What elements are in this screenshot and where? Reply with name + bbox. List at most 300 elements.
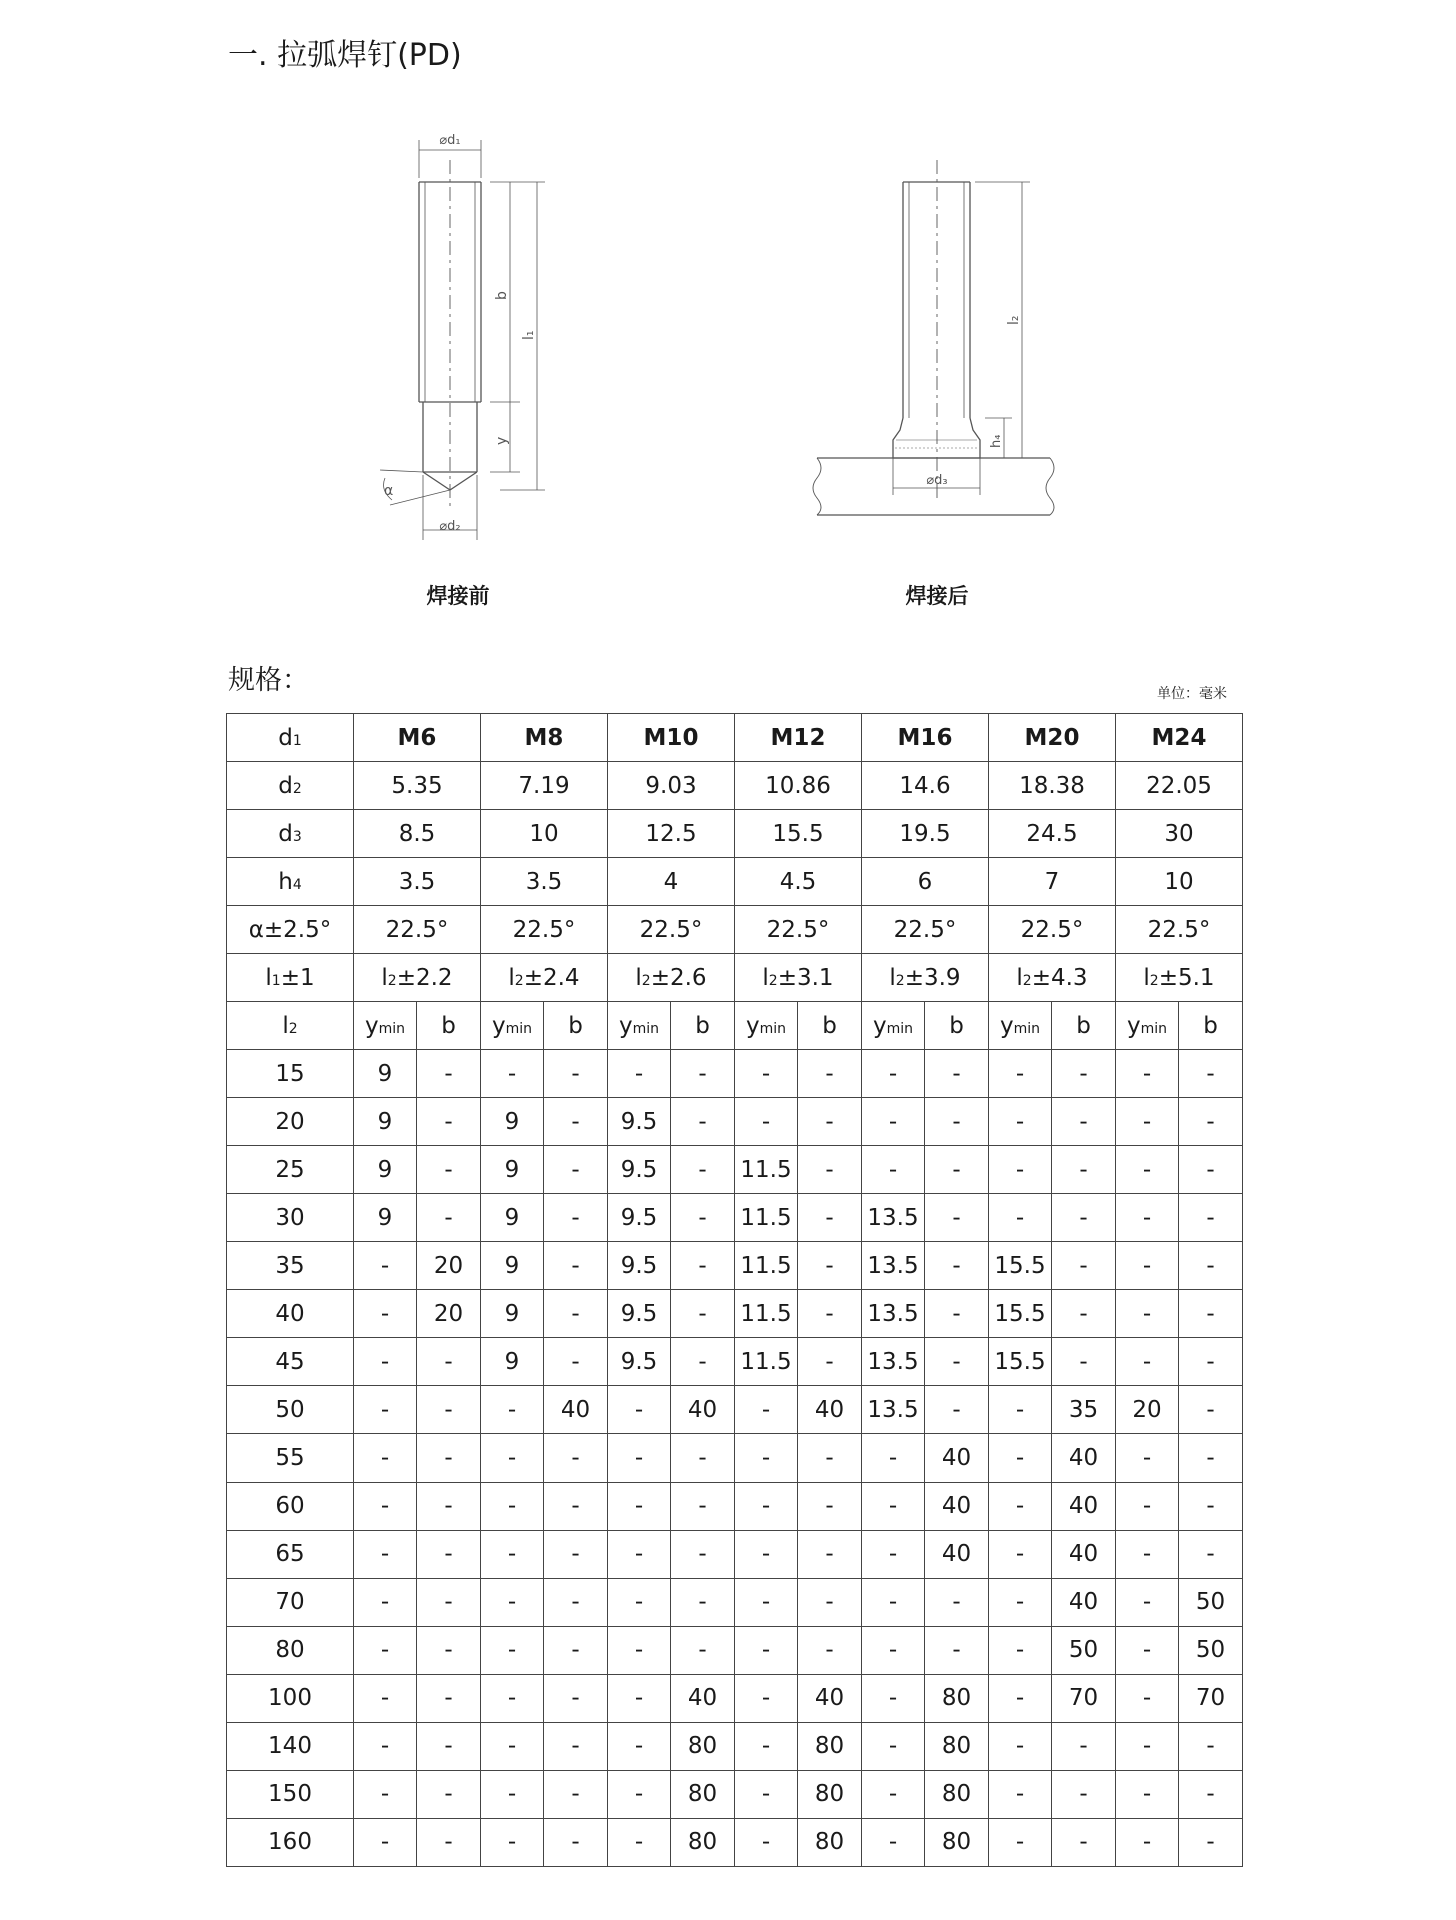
l2-value: 65 <box>227 1530 354 1578</box>
table-cell: 10 <box>1116 858 1243 906</box>
table-cell: - <box>354 1242 417 1290</box>
l2-value: 60 <box>227 1482 354 1530</box>
subscript: 2 <box>1149 972 1159 989</box>
table-cell: - <box>417 1770 481 1818</box>
table-cell: - <box>798 1530 862 1578</box>
size-header: M16 <box>862 714 989 762</box>
table-cell: 19.5 <box>862 810 989 858</box>
table-cell: 5.35 <box>354 762 481 810</box>
ymin-header: ymin <box>862 1002 925 1050</box>
table-cell: 40 <box>925 1530 989 1578</box>
row-l2-header <box>227 1002 1243 1050</box>
table-cell: - <box>735 1530 798 1578</box>
table-cell: - <box>1052 1050 1116 1098</box>
table-cell: - <box>925 1338 989 1386</box>
table-cell: - <box>862 1722 925 1770</box>
table-cell: - <box>671 1626 735 1674</box>
size-header: M8 <box>481 714 608 762</box>
table-cell: - <box>544 1434 608 1482</box>
table-cell: - <box>989 1194 1052 1242</box>
size-header: M6 <box>354 714 481 762</box>
table-cell: 9 <box>354 1194 417 1242</box>
table-cell: - <box>608 1770 671 1818</box>
table-cell: - <box>608 1674 671 1722</box>
table-cell: - <box>862 1530 925 1578</box>
table-cell: - <box>1116 1482 1179 1530</box>
table-cell: - <box>1116 1578 1179 1626</box>
table-cell: - <box>1052 1098 1116 1146</box>
table-cell: 80 <box>798 1818 862 1866</box>
table-cell: 15.5 <box>989 1242 1052 1290</box>
table-cell: - <box>354 1674 417 1722</box>
table-cell: - <box>1116 1434 1179 1482</box>
table-cell: - <box>925 1242 989 1290</box>
ymin-header: ymin <box>481 1002 544 1050</box>
l2-value: 40 <box>227 1290 354 1338</box>
table-cell: 9.5 <box>608 1098 671 1146</box>
unit-label: 单位：毫米 <box>1157 686 1227 702</box>
table-cell: 40 <box>1052 1578 1116 1626</box>
l2-value: 150 <box>227 1770 354 1818</box>
table-cell: - <box>1052 1770 1116 1818</box>
table-cell: - <box>417 1674 481 1722</box>
l2-value: 15 <box>227 1050 354 1098</box>
table-cell: 9.5 <box>608 1146 671 1194</box>
table-cell: 40 <box>798 1674 862 1722</box>
table-cell: - <box>1179 1770 1243 1818</box>
table-cell: - <box>544 1194 608 1242</box>
table-cell: - <box>354 1578 417 1626</box>
table-cell: - <box>989 1770 1052 1818</box>
table-cell: - <box>925 1626 989 1674</box>
b-header: b <box>544 1002 608 1050</box>
ymin-header: ymin <box>989 1002 1052 1050</box>
table-cell: - <box>417 1338 481 1386</box>
table-cell: 11.5 <box>735 1290 798 1338</box>
table-cell: 11.5 <box>735 1194 798 1242</box>
table-row <box>227 1482 1243 1530</box>
table-cell: - <box>544 1770 608 1818</box>
row-label: d1 <box>227 714 354 762</box>
table-cell: - <box>354 1482 417 1530</box>
table-cell: 11.5 <box>735 1242 798 1290</box>
label-d2: ⌀d₂ <box>439 519 461 534</box>
table-cell: - <box>925 1146 989 1194</box>
table-cell: 9 <box>481 1194 544 1242</box>
l2-value: 35 <box>227 1242 354 1290</box>
spec-label: 规格： <box>228 665 309 696</box>
table-cell: - <box>671 1338 735 1386</box>
table-cell: - <box>544 1722 608 1770</box>
table-cell: - <box>735 1050 798 1098</box>
table-cell: - <box>608 1482 671 1530</box>
table-cell: - <box>1116 1050 1179 1098</box>
table-cell: l2±2.4 <box>481 954 608 1002</box>
table-cell: - <box>1052 1290 1116 1338</box>
label-alpha: α <box>384 483 394 499</box>
row-alpha <box>227 906 1243 954</box>
table-cell: - <box>925 1194 989 1242</box>
table-cell: - <box>1179 1146 1243 1194</box>
table-row <box>227 1626 1243 1674</box>
table-cell: - <box>735 1482 798 1530</box>
size-header: M24 <box>1116 714 1243 762</box>
table-cell: - <box>608 1050 671 1098</box>
subscript: 2 <box>895 972 905 989</box>
table-row <box>227 1242 1243 1290</box>
label-d3: ⌀d₃ <box>926 473 948 488</box>
table-cell: 9 <box>481 1146 544 1194</box>
l2-value: 70 <box>227 1578 354 1626</box>
table-cell: 13.5 <box>862 1386 925 1434</box>
table-row <box>227 1722 1243 1770</box>
table-cell: - <box>608 1722 671 1770</box>
table-cell: 22.5° <box>354 906 481 954</box>
label-l2: l₂ <box>1006 315 1022 325</box>
table-cell: 40 <box>544 1386 608 1434</box>
table-cell: 14.6 <box>862 762 989 810</box>
subscript: min <box>1140 1020 1168 1037</box>
table-cell: - <box>544 1674 608 1722</box>
spec-table <box>226 713 1243 1867</box>
table-cell: - <box>735 1770 798 1818</box>
table-cell: - <box>1052 1722 1116 1770</box>
table-row <box>227 1338 1243 1386</box>
table-cell: 7.19 <box>481 762 608 810</box>
table-cell: - <box>989 1050 1052 1098</box>
table-cell: - <box>671 1098 735 1146</box>
b-header: b <box>1052 1002 1116 1050</box>
table-cell: - <box>989 1098 1052 1146</box>
table-cell: - <box>671 1050 735 1098</box>
table-cell: - <box>544 1050 608 1098</box>
table-cell: - <box>544 1338 608 1386</box>
table-cell: 22.5° <box>481 906 608 954</box>
table-cell: - <box>354 1386 417 1434</box>
table-cell: - <box>862 1050 925 1098</box>
table-cell: - <box>544 1578 608 1626</box>
table-cell: - <box>1116 1338 1179 1386</box>
table-cell: - <box>1116 1290 1179 1338</box>
table-cell: - <box>608 1578 671 1626</box>
table-row <box>227 1386 1243 1434</box>
table-cell: 35 <box>1052 1386 1116 1434</box>
table-cell: 22.5° <box>989 906 1116 954</box>
size-header: M20 <box>989 714 1116 762</box>
table-cell: 3.5 <box>354 858 481 906</box>
table-cell: l2±3.1 <box>735 954 862 1002</box>
table-cell: - <box>989 1722 1052 1770</box>
subscript: 2 <box>1022 972 1032 989</box>
table-cell: - <box>417 1722 481 1770</box>
table-cell: 9.5 <box>608 1194 671 1242</box>
table-cell: - <box>798 1290 862 1338</box>
table-cell: - <box>1052 1146 1116 1194</box>
table-cell: - <box>671 1434 735 1482</box>
l2-value: 25 <box>227 1146 354 1194</box>
table-cell: 15.5 <box>735 810 862 858</box>
table-cell: l2±2.6 <box>608 954 735 1002</box>
subscript: 2 <box>768 972 778 989</box>
table-cell: - <box>1179 1482 1243 1530</box>
table-cell: - <box>544 1818 608 1866</box>
table-cell: - <box>544 1098 608 1146</box>
table-cell: - <box>417 1146 481 1194</box>
table-cell: 30 <box>1116 810 1243 858</box>
page-title: 一. 拉弧焊钉(PD) <box>228 38 462 73</box>
ymin-header: ymin <box>1116 1002 1179 1050</box>
label-b: b <box>494 291 510 300</box>
b-header: b <box>417 1002 481 1050</box>
table-cell: - <box>354 1626 417 1674</box>
table-cell: 50 <box>1052 1626 1116 1674</box>
table-cell: - <box>1116 1722 1179 1770</box>
table-cell: 80 <box>798 1770 862 1818</box>
table-cell: - <box>1052 1194 1116 1242</box>
table-cell: 80 <box>671 1722 735 1770</box>
table-row <box>227 1146 1243 1194</box>
table-cell: - <box>862 1578 925 1626</box>
table-cell: 6 <box>862 858 989 906</box>
table-cell: 13.5 <box>862 1242 925 1290</box>
table-cell: 40 <box>1052 1530 1116 1578</box>
l2-value: 160 <box>227 1818 354 1866</box>
l2-value: 30 <box>227 1194 354 1242</box>
label-d1: ⌀d₁ <box>439 133 461 148</box>
table-cell: - <box>544 1530 608 1578</box>
row-label: d2 <box>227 762 354 810</box>
table-cell: - <box>417 1386 481 1434</box>
table-cell: 22.05 <box>1116 762 1243 810</box>
table-cell: - <box>862 1098 925 1146</box>
table-cell: 9.5 <box>608 1338 671 1386</box>
table-cell: - <box>481 1578 544 1626</box>
table-cell: 50 <box>1179 1626 1243 1674</box>
table-cell: 80 <box>798 1722 862 1770</box>
table-cell: - <box>989 1530 1052 1578</box>
row-label: d3 <box>227 810 354 858</box>
subscript: min <box>505 1020 533 1037</box>
table-cell: - <box>671 1482 735 1530</box>
table-cell: 20 <box>1116 1386 1179 1434</box>
table-cell: - <box>925 1290 989 1338</box>
row-label: l2 <box>227 1002 354 1050</box>
table-cell: - <box>1179 1434 1243 1482</box>
subscript: 2 <box>288 1020 298 1037</box>
table-cell: - <box>671 1146 735 1194</box>
table-cell: - <box>481 1434 544 1482</box>
table-cell: 22.5° <box>1116 906 1243 954</box>
l2-value: 100 <box>227 1674 354 1722</box>
table-cell: 50 <box>1179 1578 1243 1626</box>
table-cell: 10 <box>481 810 608 858</box>
table-cell: - <box>417 1626 481 1674</box>
table-cell: - <box>608 1386 671 1434</box>
row-label: h4 <box>227 858 354 906</box>
caption-after: 焊接后 <box>905 584 969 608</box>
table-cell: 22.5° <box>735 906 862 954</box>
table-cell: - <box>1052 1818 1116 1866</box>
table-cell: - <box>1116 1770 1179 1818</box>
table-cell: - <box>1116 1194 1179 1242</box>
table-cell: 12.5 <box>608 810 735 858</box>
table-cell: - <box>989 1674 1052 1722</box>
table-cell: - <box>862 1146 925 1194</box>
table-cell: - <box>1179 1338 1243 1386</box>
table-cell: - <box>1179 1050 1243 1098</box>
row-h4 <box>227 858 1243 906</box>
ymin-header: ymin <box>735 1002 798 1050</box>
table-cell: 40 <box>1052 1434 1116 1482</box>
table-row <box>227 1290 1243 1338</box>
table-cell: - <box>1179 1530 1243 1578</box>
table-cell: - <box>798 1146 862 1194</box>
table-cell: - <box>544 1482 608 1530</box>
table-cell: 8.5 <box>354 810 481 858</box>
table-cell: 80 <box>925 1674 989 1722</box>
table-cell: - <box>798 1242 862 1290</box>
table-cell: 13.5 <box>862 1338 925 1386</box>
table-cell: - <box>354 1530 417 1578</box>
subscript: 1 <box>292 732 302 749</box>
table-cell: 9 <box>481 1242 544 1290</box>
stud-after-drawing <box>813 160 1054 515</box>
table-cell: - <box>989 1578 1052 1626</box>
table-cell: - <box>417 1434 481 1482</box>
subscript: 3 <box>292 828 302 845</box>
table-cell: - <box>735 1722 798 1770</box>
table-cell: - <box>608 1818 671 1866</box>
table-cell: - <box>544 1626 608 1674</box>
table-cell: 3.5 <box>481 858 608 906</box>
table-cell: 40 <box>925 1482 989 1530</box>
table-cell: 9 <box>481 1098 544 1146</box>
l2-value: 55 <box>227 1434 354 1482</box>
table-cell: 20 <box>417 1290 481 1338</box>
table-cell: 80 <box>925 1818 989 1866</box>
table-cell: - <box>798 1098 862 1146</box>
row-label: l1±1 <box>227 954 354 1002</box>
table-cell: - <box>1179 1194 1243 1242</box>
table-cell: - <box>1179 1386 1243 1434</box>
table-cell: 4.5 <box>735 858 862 906</box>
table-row <box>227 1194 1243 1242</box>
size-header: M12 <box>735 714 862 762</box>
table-cell: l2±4.3 <box>989 954 1116 1002</box>
table-cell: - <box>989 1626 1052 1674</box>
subscript: 1 <box>271 972 281 989</box>
table-cell: - <box>608 1626 671 1674</box>
table-cell: - <box>417 1050 481 1098</box>
subscript: 2 <box>387 972 397 989</box>
table-cell: - <box>862 1674 925 1722</box>
table-cell: 15.5 <box>989 1290 1052 1338</box>
table-cell: l2±5.1 <box>1116 954 1243 1002</box>
b-header: b <box>671 1002 735 1050</box>
table-cell: 40 <box>671 1674 735 1722</box>
table-row <box>227 1674 1243 1722</box>
table-cell: - <box>735 1626 798 1674</box>
table-cell: 4 <box>608 858 735 906</box>
table-cell: - <box>481 1674 544 1722</box>
table-cell: - <box>608 1530 671 1578</box>
table-cell: - <box>417 1818 481 1866</box>
table-cell: 9 <box>354 1050 417 1098</box>
table-cell: - <box>354 1818 417 1866</box>
table-cell: - <box>989 1386 1052 1434</box>
table-cell: - <box>798 1050 862 1098</box>
table-cell: - <box>671 1578 735 1626</box>
table-cell: l2±2.2 <box>354 954 481 1002</box>
table-cell: - <box>798 1434 862 1482</box>
row-label: α±2.5° <box>227 906 354 954</box>
label-y: y <box>494 436 510 445</box>
label-h4: h₄ <box>989 434 1004 448</box>
table-cell: - <box>671 1194 735 1242</box>
table-cell: 22.5° <box>862 906 989 954</box>
table-cell: 24.5 <box>989 810 1116 858</box>
table-cell: - <box>1116 1146 1179 1194</box>
label-l1: l₁ <box>521 330 537 340</box>
table-cell: - <box>1179 1290 1243 1338</box>
table-cell: - <box>544 1242 608 1290</box>
table-cell: 9.5 <box>608 1242 671 1290</box>
table-cell: - <box>1116 1674 1179 1722</box>
table-row <box>227 1770 1243 1818</box>
table-cell: - <box>481 1626 544 1674</box>
table-cell: - <box>1116 1530 1179 1578</box>
table-row <box>227 1050 1243 1098</box>
table-cell: 9 <box>481 1290 544 1338</box>
table-cell: - <box>671 1242 735 1290</box>
table-cell: - <box>481 1818 544 1866</box>
table-cell: 70 <box>1052 1674 1116 1722</box>
table-cell: - <box>925 1098 989 1146</box>
table-cell: - <box>735 1674 798 1722</box>
table-row <box>227 1434 1243 1482</box>
l2-value: 20 <box>227 1098 354 1146</box>
table-cell: - <box>354 1434 417 1482</box>
table-cell: - <box>989 1146 1052 1194</box>
table-cell: - <box>862 1770 925 1818</box>
stud-drawings <box>0 0 1456 640</box>
table-cell: - <box>1116 1818 1179 1866</box>
table-cell: - <box>798 1482 862 1530</box>
table-cell: 40 <box>798 1386 862 1434</box>
table-cell: - <box>481 1770 544 1818</box>
table-cell: - <box>925 1050 989 1098</box>
table-cell: - <box>735 1386 798 1434</box>
table-cell: - <box>354 1722 417 1770</box>
table-cell: - <box>481 1050 544 1098</box>
subscript: min <box>759 1020 787 1037</box>
table-cell: - <box>1052 1242 1116 1290</box>
table-cell: - <box>798 1626 862 1674</box>
table-cell: - <box>354 1338 417 1386</box>
table-cell: 80 <box>925 1770 989 1818</box>
table-cell: - <box>481 1482 544 1530</box>
b-header: b <box>925 1002 989 1050</box>
table-cell: 7 <box>989 858 1116 906</box>
table-cell: - <box>1179 1818 1243 1866</box>
table-cell: - <box>481 1386 544 1434</box>
table-cell: - <box>798 1578 862 1626</box>
table-cell: - <box>798 1194 862 1242</box>
table-cell: 22.5° <box>608 906 735 954</box>
table-cell: - <box>862 1434 925 1482</box>
table-cell: - <box>862 1818 925 1866</box>
table-cell: - <box>925 1578 989 1626</box>
